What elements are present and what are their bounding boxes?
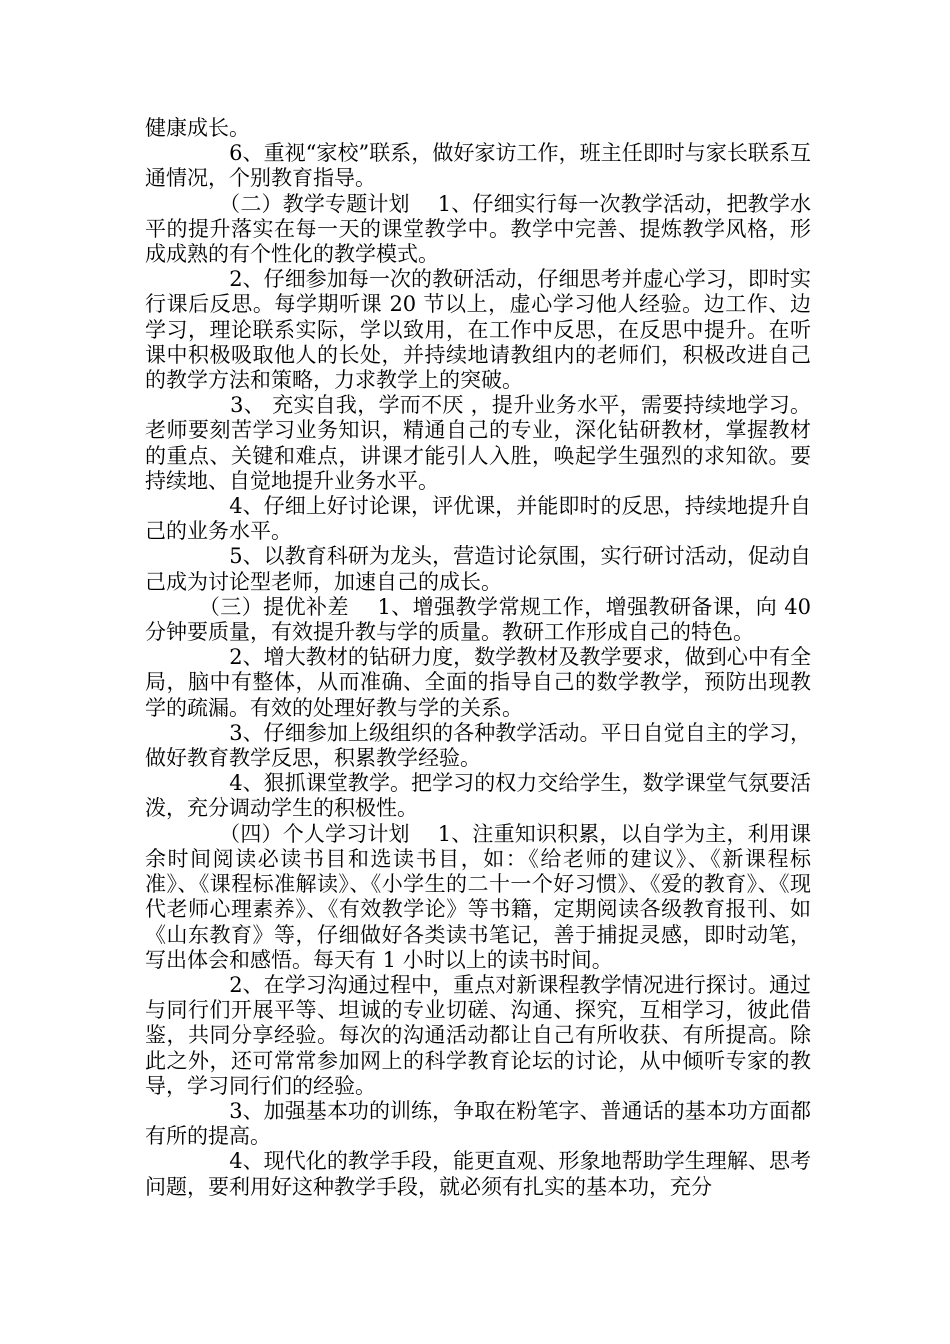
paragraph: 2、增大教材的钻研力度，数学教材及教学要求，做到心中有全局，脑中有整体，从而准确、全面的指导自己的数学教学，预防出现教学的疏漏。有效的处理好教与学的关系。 bbox=[145, 645, 811, 720]
paragraph: 5、以教育科研为龙头，营造讨论氛围，实行研讨活动，促动自己成为讨论型老师，加速自己的成长。 bbox=[145, 544, 811, 594]
paragraph: 4、现代化的教学手段，能更直观、形象地帮助学生理解、思考问题，要利用好这种教学手段，就必须有扎实的基本功，充分 bbox=[145, 1149, 811, 1199]
paragraph: （二）教学专题计划 1、仔细实行每一次教学活动，把教学水平的提升落实在每一天的课堂教学中。教学中完善、提炼教学风格，形成成熟的有个性化的教学模式。 bbox=[145, 191, 811, 267]
paragraph: 健康成长。 bbox=[145, 116, 250, 140]
paragraph: 6、重视“家校”联系，做好家访工作，班主任即时与家长联系互通情况，个别教育指导。 bbox=[145, 141, 811, 191]
paragraph: （四）个人学习计划 1、注重知识积累，以自学为主，利用课余时间阅读必读书目和选读书目，如：《给老师的建议》、《新课程标准》、《课程标准解读》、《小学生的二十一个好习惯》、《爱的教育》、《现代老师心理素养》、《有效教学论》等书籍，定期阅读各级教育报刊、如《山东教育》等，仔细做好各类读书笔记，善于捕捉灵感，即时动笔，写出体会和感悟。每天有 1 小时以上的读书时间。 bbox=[145, 821, 811, 972]
paragraph: 4、仔细上好讨论课，评优课，并能即时的反思，持续地提升自己的业务水平。 bbox=[145, 494, 811, 544]
paragraph: 4、狠抓课堂教学。把学习的权力交给学生，数学课堂气氛要活泼，充分调动学生的积极性。 bbox=[145, 771, 811, 821]
paragraph: 2、在学习沟通过程中，重点对新课程教学情况进行探讨。通过与同行们开展平等、坦诚的专业切磋、沟通、探究，互相学习，彼此借鉴，共同分享经验。每次的沟通活动都让自己有所收获、有所提高。除此之外，还可常常参加网上的科学教育论坛的讨论，从中倾听专家的教导，学习同行们的经验。 bbox=[145, 972, 811, 1098]
paragraph: 3、 充实自我，学而不厌 ，提升业务水平，需要持续地学习。老师要刻苦学习业务知识，精通自己的专业，深化钻研教材，掌握教材的重点、关键和难点，讲课才能引人入胜，唤起学生强烈的求知欲。要持续地、自觉地提升业务水平。 bbox=[145, 393, 811, 493]
paragraph: 3、仔细参加上级组织的各种教学活动。平日自觉自主的学习，做好教育教学反思，积累教学经验。 bbox=[145, 720, 811, 771]
paragraph: 3、加强基本功的训练，争取在粉笔字、普通话的基本功方面都有所的提高。 bbox=[145, 1098, 811, 1149]
document-body bbox=[145, 116, 811, 1200]
paragraph: 2、仔细参加每一次的教研活动，仔细思考并虚心学习，即时实行课后反思。每学期听课 20 节以上，虚心学习他人经验。边工作、边学习，理论联系实际，学以致用，在工作中反思，在反思中提升。在听课中积极吸取他人的长处，并持续地请教组内的老师们，积极改进自己的教学方法和策略，力求教学上的突破。 bbox=[145, 267, 811, 393]
paragraph: （三）提优补差 1、增强教学常规工作，增强教研备课，向 40 分钟要质量，有效提升教与学的质量。教研工作形成自己的特色。 bbox=[145, 594, 811, 645]
